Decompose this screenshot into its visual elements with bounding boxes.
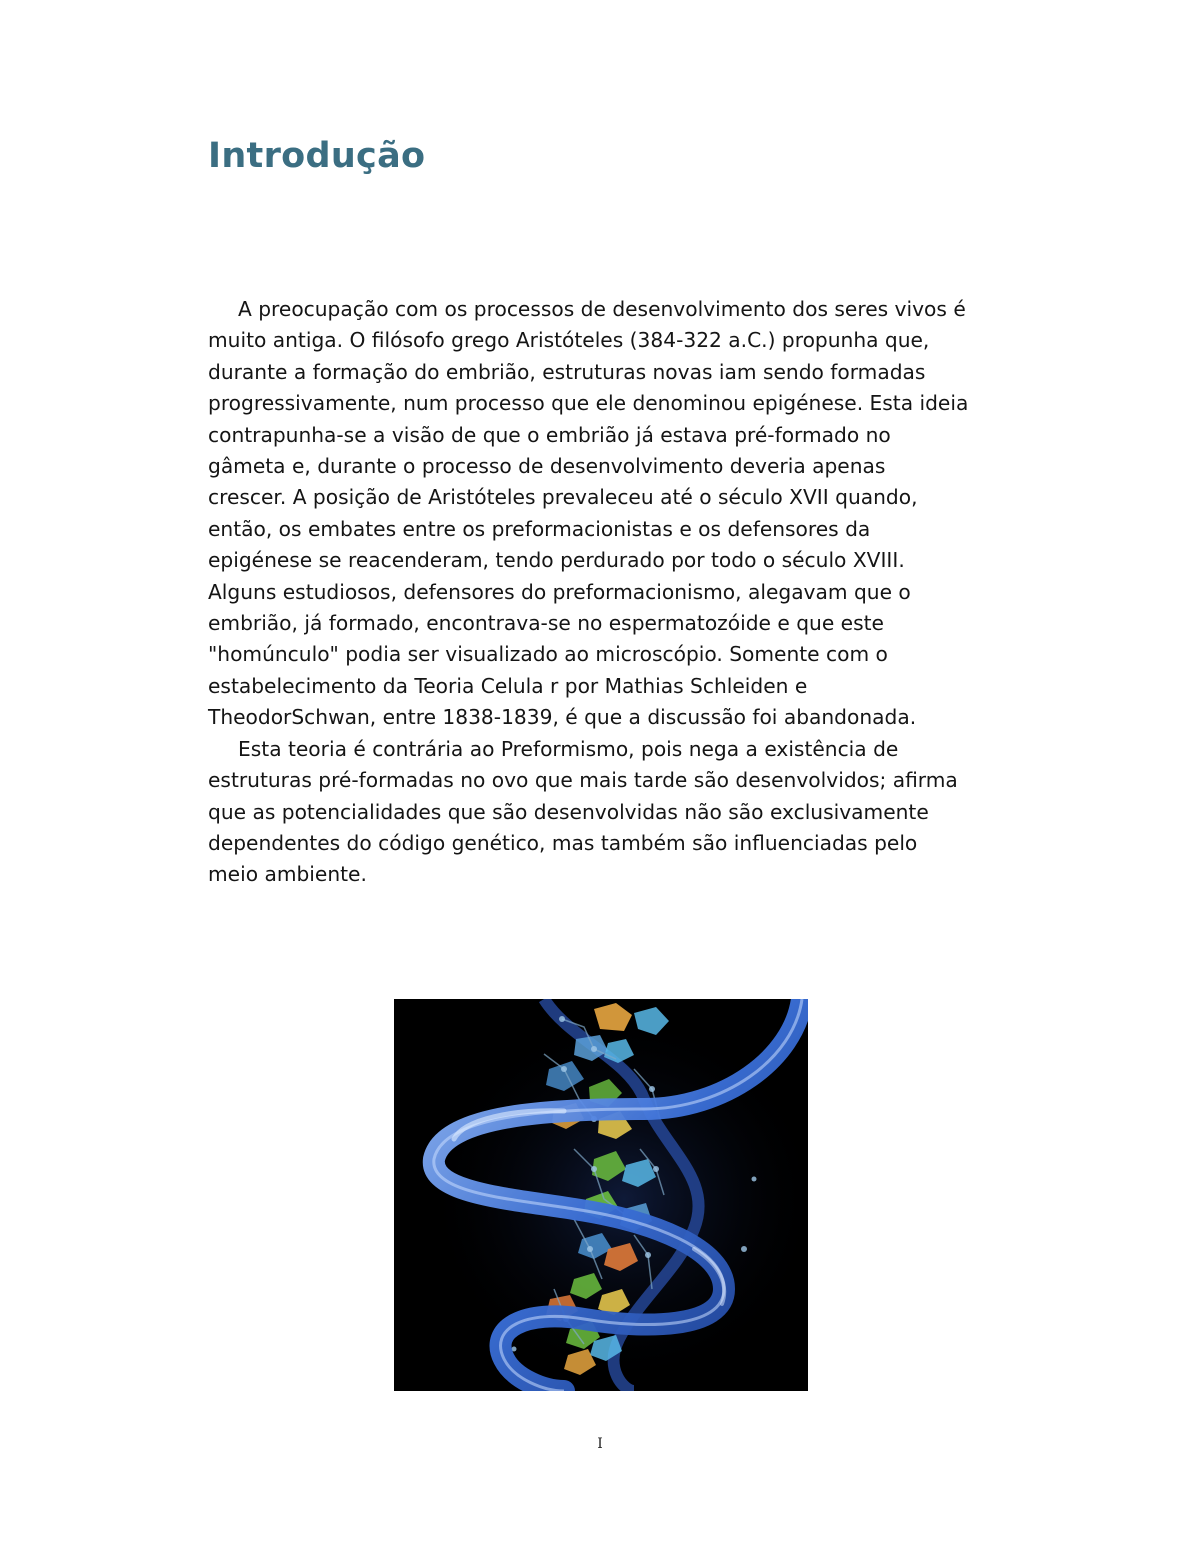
text-line: durante a formação do embrião, estruturas novas iam sendo formadas [208, 359, 926, 384]
text-line: estabelecimento da Teoria Celula r por Mathias Schleiden e [208, 673, 808, 698]
text-line: então, os embates entre os preformacionistas e os defensores da [208, 516, 871, 541]
paragraph-2 [208, 734, 1008, 891]
text-line: epigénese se reacenderam, tendo perdurado por todo o século XVIII. [208, 548, 905, 573]
text-line: Esta teoria é contrária ao Preformismo, pois nega a existência de [238, 736, 899, 761]
dna-helix-image [394, 999, 808, 1391]
text-line: muito antiga. O filósofo grego Aristóteles (384-322 a.C.) propunha que, [208, 328, 930, 353]
text-line: progressivamente, num processo que ele denominou epigénese. Esta ideia [208, 391, 969, 416]
text-line: crescer. A posição de Aristóteles prevaleceu até o século XVII quando, [208, 485, 918, 510]
paragraph-1 [208, 294, 1008, 734]
text-line: embrião, já formado, encontrava-se no espermatozóide e que este [208, 611, 884, 636]
text-line: que as potencialidades que são desenvolvidas não são exclusivamente [208, 799, 929, 824]
page-title: Introdução [208, 136, 426, 176]
text-line: meio ambiente. [208, 862, 367, 887]
text-line: contrapunha-se a visão de que o embrião já estava pré-formado no [208, 422, 891, 447]
body-text [208, 294, 1008, 891]
text-line: "homúnculo" podia ser visualizado ao microscópio. Somente com o [208, 642, 888, 667]
text-line: dependentes do código genético, mas também são influenciadas pelo [208, 830, 918, 855]
dna-helix-illustration [394, 999, 808, 1391]
text-line: gâmeta e, durante o processo de desenvolvimento deveria apenas [208, 454, 886, 479]
text-line: TheodorSchwan, entre 1838-1839, é que a discussão foi abandonada. [208, 705, 917, 730]
text-line: Alguns estudiosos, defensores do preformacionismo, alegavam que o [208, 579, 911, 604]
text-line: A preocupação com os processos de desenvolvimento dos seres vivos é [238, 297, 966, 321]
text-line: estruturas pré-formadas no ovo que mais tarde são desenvolvidos; afirma [208, 768, 958, 793]
page-number: I [597, 1436, 603, 1452]
